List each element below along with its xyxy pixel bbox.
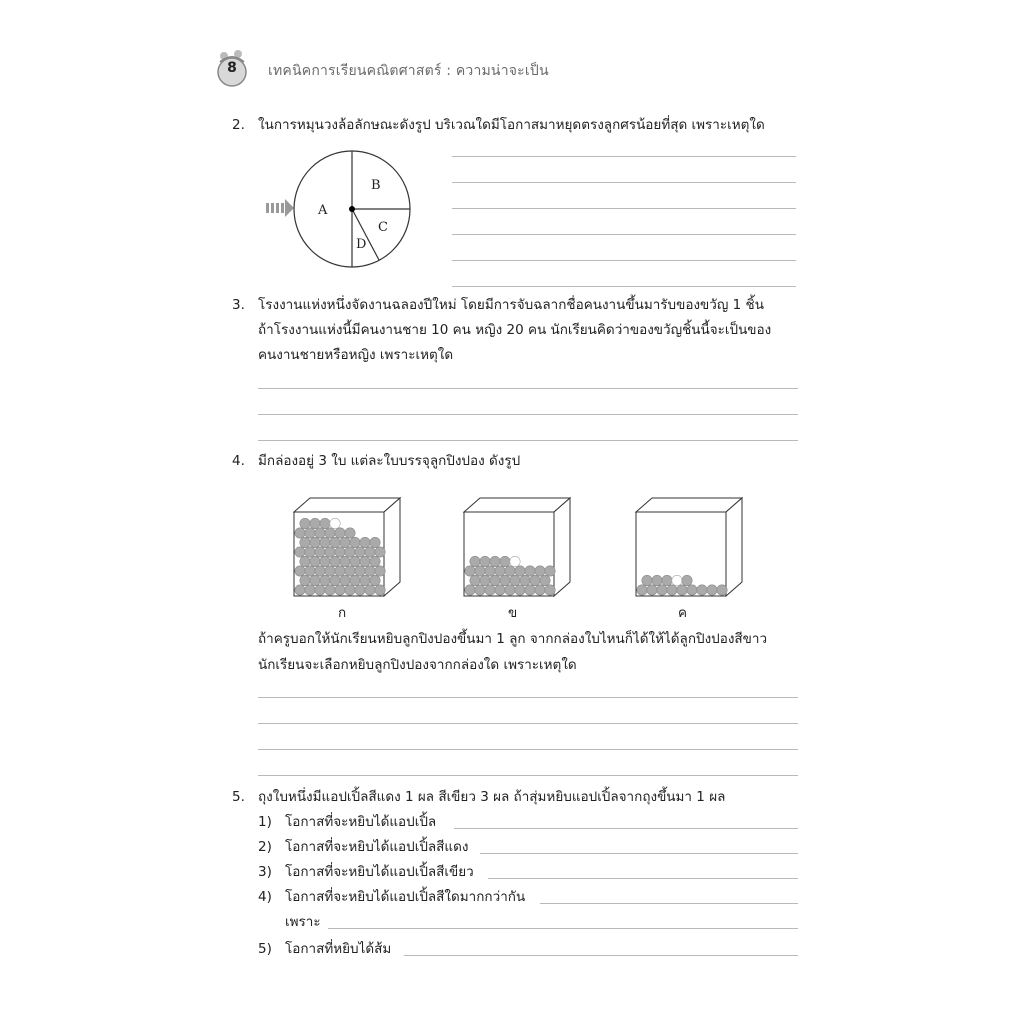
ping-pong-ball [495,585,505,595]
ping-pong-ball [330,518,340,528]
page-number: 8 [227,60,237,76]
ping-pong-ball [667,585,677,595]
ping-pong-ball [300,518,310,528]
q5-item-number: 3) [258,864,272,880]
ping-pong-ball [300,556,310,566]
q5-item-text: โอกาสที่จะหยิบได้แอปเปิ้ล [285,814,437,830]
ping-pong-ball [375,566,385,576]
answer-line[interactable] [258,414,798,415]
ping-pong-ball [305,528,315,538]
q3-line-3: คนงานชายหรือหญิง เพราะเหตุใด [258,347,454,363]
q5-item-number: 5) [258,941,272,957]
ping-pong-ball [360,575,370,585]
ping-pong-ball [510,556,520,566]
answer-line[interactable] [328,928,798,929]
ping-pong-ball [335,566,345,576]
ping-pong-ball [355,585,365,595]
answer-line[interactable] [258,775,798,776]
ping-pong-ball [355,566,365,576]
q5-because-label: เพราะ [285,914,321,930]
ping-pong-ball [687,585,697,595]
ping-pong-ball [672,575,682,585]
q5-item-number: 2) [258,839,272,855]
q3-line-1: โรงงานแห่งหนึ่งจัดงานฉลองปีใหม่ โดยมีการจับฉลากชื่อคนงานขึ้นมารับของขวัญ 1 ชิ้น [258,297,764,313]
answer-line[interactable] [258,440,798,441]
box-a-figure [292,496,404,598]
ping-pong-ball [310,556,320,566]
ping-pong-ball [525,566,535,576]
ping-pong-ball [515,585,525,595]
ping-pong-ball [305,566,315,576]
ping-pong-ball [677,585,687,595]
ping-pong-ball [485,585,495,595]
q5-item-number: 4) [258,889,272,905]
ping-pong-ball [642,575,652,585]
arrow-icon [266,199,294,217]
ping-pong-ball [470,575,480,585]
box-label-b: ข [508,605,518,621]
ping-pong-ball [505,585,515,595]
ping-pong-ball [500,556,510,566]
ping-pong-ball [535,566,545,576]
ping-pong-ball [335,528,345,538]
ping-pong-ball [315,566,325,576]
ping-pong-ball [320,575,330,585]
q3-line-2: ถ้าโรงงานแห่งนี้มีคนงานชาย 10 คน หญิง 20 คน นักเรียนคิดว่าของขวัญชิ้นนี้จะเป็นของ [258,322,772,338]
ping-pong-ball [365,547,375,557]
ping-pong-ball [375,547,385,557]
ping-pong-ball [505,566,515,576]
q5-number: 5. [232,789,245,805]
ping-pong-ball [535,585,545,595]
q5-item-text: โอกาสที่จะหยิบได้แอปเปิ้ลสีเขียว [285,864,474,880]
ping-pong-ball [637,585,647,595]
spinner-wheel-figure [262,150,422,275]
ping-pong-ball [530,575,540,585]
ping-pong-ball [475,585,485,595]
box-b-figure [462,496,574,598]
ping-pong-ball [360,556,370,566]
ping-pong-ball [480,556,490,566]
ping-pong-ball [370,575,380,585]
box-c-figure [634,496,746,598]
ping-pong-ball [490,556,500,566]
ping-pong-ball [335,547,345,557]
wheel-label-b: B [371,178,381,193]
ping-pong-ball [652,575,662,585]
ping-pong-ball [545,566,555,576]
box-label-a: ก [338,605,347,621]
q2-text: ในการหมุนวงล้อลักษณะดังรูป บริเวณใดมีโอกาสมาหยุดตรงลูกศรน้อยที่สุด เพราะเหตุใด [258,117,765,133]
ping-pong-ball [355,547,365,557]
ping-pong-ball [310,518,320,528]
page-header-title: เทคนิคการเรียนคณิตศาสตร์ : ความน่าจะเป็น [268,63,549,79]
ping-pong-ball [515,566,525,576]
answer-line[interactable] [452,260,796,261]
ping-pong-ball [310,537,320,547]
answer-line[interactable] [258,697,798,698]
q4-number: 4. [232,453,245,469]
ping-pong-ball [315,547,325,557]
ping-pong-ball [370,556,380,566]
ping-pong-ball [465,585,475,595]
ping-pong-ball [315,585,325,595]
answer-line[interactable] [452,234,796,235]
q5-text: ถุงใบหนึ่งมีแอปเปิ้ลสีแดง 1 ผล สีเขียว 3 ผล ถ้าสุ่มหยิบแอปเปิ้ลจากถุงขึ้นมา 1 ผล [258,789,726,805]
box-label-c: ค [678,605,688,621]
answer-line[interactable] [258,388,798,389]
ping-pong-ball [340,556,350,566]
ping-pong-ball [315,528,325,538]
answer-line[interactable] [452,156,796,157]
answer-line[interactable] [258,749,798,750]
q5-item-text: โอกาสที่จะหยิบได้แอปเปิ้ลสีแดง [285,839,469,855]
answer-line[interactable] [454,828,798,829]
answer-line[interactable] [452,182,796,183]
ping-pong-ball [510,575,520,585]
ping-pong-ball [305,547,315,557]
ping-pong-ball [295,566,305,576]
ping-pong-ball [340,575,350,585]
q5-item-text: โอกาสที่หยิบได้ส้ม [285,941,392,957]
ping-pong-ball [495,566,505,576]
ping-pong-ball [350,575,360,585]
q4-text: มีกล่องอยู่ 3 ใบ แต่ละใบบรรจุลูกปิงปอง ดังรูป [258,453,521,469]
ping-pong-ball [465,566,475,576]
answer-line[interactable] [540,903,798,904]
wheel-label-a: A [318,203,328,218]
q5-item-number: 1) [258,814,272,830]
ping-pong-ball [345,566,355,576]
ping-pong-ball [360,537,370,547]
answer-line[interactable] [480,853,798,854]
ping-pong-ball [330,575,340,585]
ping-pong-ball [545,585,555,595]
ping-pong-ball [475,566,485,576]
ping-pong-ball [490,575,500,585]
ping-pong-ball [335,585,345,595]
answer-line[interactable] [488,878,798,879]
ping-pong-ball [480,575,490,585]
ping-pong-ball [345,528,355,538]
ping-pong-ball [350,537,360,547]
ping-pong-ball [375,585,385,595]
ping-pong-ball [647,585,657,595]
ping-pong-ball [365,585,375,595]
ping-pong-ball [320,518,330,528]
q4-line-1: ถ้าครูบอกให้นักเรียนหยิบลูกปิงปองขึ้นมา 1 ลูก จากกล่องใบไหนก็ได้ให้ได้ลูกปิงปองสีขาว [258,631,768,647]
ping-pong-ball [525,585,535,595]
q5-item-text: โอกาสที่จะหยิบได้แอปเปิ้ลสีใดมากกว่ากัน [285,889,526,905]
ping-pong-ball [320,556,330,566]
ping-pong-ball [345,585,355,595]
q3-number: 3. [232,297,245,313]
wheel-label-d: D [356,237,367,252]
ping-pong-ball [325,585,335,595]
ping-pong-ball [295,547,305,557]
ping-pong-ball [310,575,320,585]
ping-pong-ball [325,547,335,557]
ping-pong-ball [340,537,350,547]
answer-line[interactable] [404,955,798,956]
ping-pong-ball [540,575,550,585]
q4-line-2: นักเรียนจะเลือกหยิบลูกปิงปองจากกล่องใด เพราะเหตุใด [258,657,577,673]
ping-pong-ball [717,585,727,595]
ping-pong-ball [707,585,717,595]
ping-pong-ball [485,566,495,576]
ping-pong-ball [305,585,315,595]
ping-pong-ball [330,537,340,547]
ping-pong-ball [325,566,335,576]
ping-pong-ball [295,528,305,538]
ping-pong-ball [370,537,380,547]
ping-pong-ball [697,585,707,595]
ping-pong-ball [682,575,692,585]
ping-pong-ball [470,556,480,566]
ping-pong-ball [657,585,667,595]
q2-number: 2. [232,117,245,133]
ping-pong-ball [300,575,310,585]
ping-pong-ball [520,575,530,585]
ping-pong-ball [345,547,355,557]
ping-pong-ball [365,566,375,576]
ping-pong-ball [350,556,360,566]
wheel-label-c: C [378,220,388,235]
ping-pong-ball [500,575,510,585]
ping-pong-ball [295,585,305,595]
answer-line[interactable] [258,723,798,724]
ping-pong-ball [330,556,340,566]
ping-pong-ball [662,575,672,585]
answer-line[interactable] [452,208,796,209]
answer-line[interactable] [452,286,796,287]
ping-pong-ball [320,537,330,547]
ping-pong-ball [300,537,310,547]
ping-pong-ball [325,528,335,538]
